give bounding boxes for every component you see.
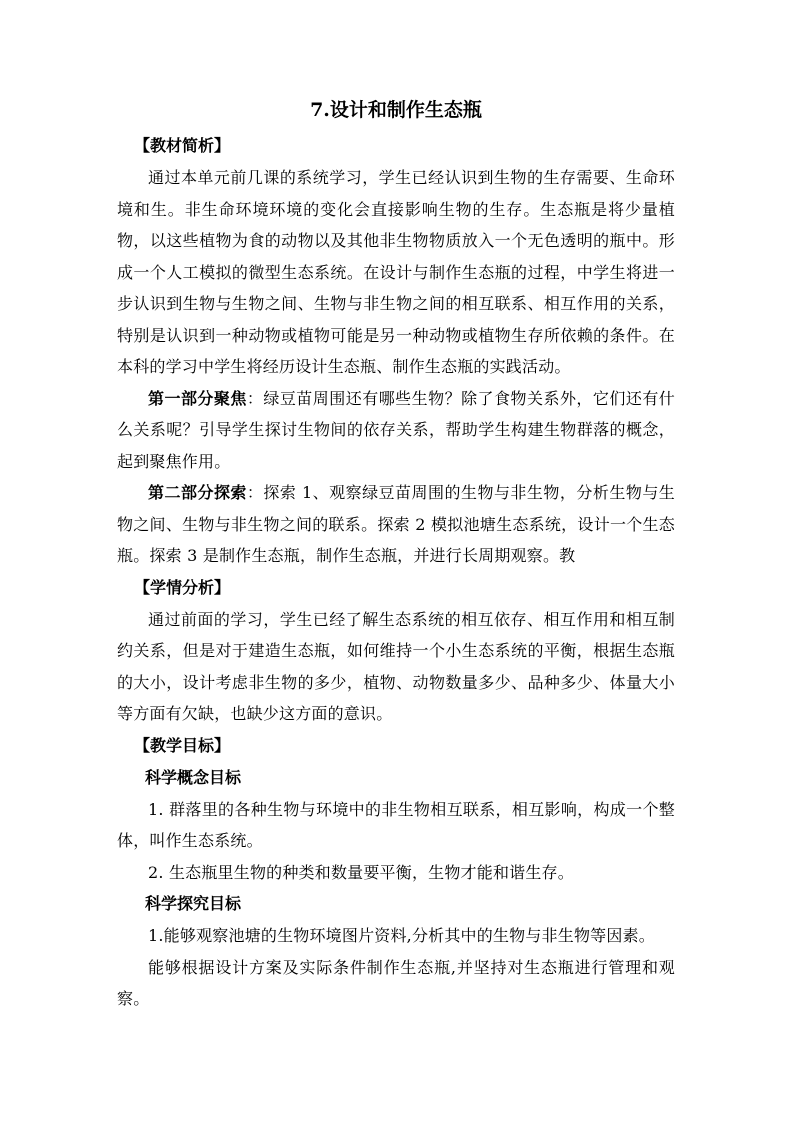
part2-lead: 第二部分探索 [148, 483, 247, 502]
part1-text: ：绿豆苗周围还有哪些生物？除了食物关系外，它们还有什么关系呢？引导学生探讨生物间的依存关系，帮助学生构建生物群落的概念，起到聚焦作用。 [117, 388, 676, 471]
inquiry-goal-item: 1.能够观察池塘的生物环境图片资料,分析其中的生物与非生物等因素。 [148, 926, 655, 945]
section-heading-analysis: 【教材简析】 [134, 136, 231, 155]
part2-paragraph [117, 477, 675, 572]
inquiry-goals-heading: 科学探究目标 [145, 894, 242, 913]
page-title: 7.设计和制作生态瓶 [310, 99, 482, 121]
concept-goals-heading: 科学概念目标 [145, 767, 242, 787]
learner-paragraph: 通过前面的学习，学生已经了解生态系统的相互依存、相互作用和相互制约关系，但是对于建造生态瓶，如何维持一个小生态系统的平衡，根据生态瓶的大小，设计考虑非生物的多少，植物、动物数量多少、品种多少、体量大小等方面有欠缺，也缺少这方面的意识。 [117, 609, 675, 723]
section-heading-goals: 【教学目标】 [134, 735, 231, 755]
section-heading-learner: 【学情分析】 [134, 577, 231, 597]
document-body [117, 96, 675, 1015]
inquiry-goal-item: 能够根据设计方案及实际条件制作生态瓶,并坚持对生态瓶进行管理和观察。 [117, 957, 675, 1008]
part1-paragraph [117, 383, 675, 478]
concept-goal-item: 2. 生态瓶里生物的种类和数量要平衡，生物才能和谐生存。 [148, 862, 574, 882]
part2-text: ：探索 1、观察绿豆苗周围的生物与非生物，分析生物与生物之间、生物与非生物之间的联系。探索 2 模拟池塘生态系统，设计一个生态瓶。探索 3 是制作生态瓶，制作生态瓶，并进行长周期观察。教 [117, 483, 676, 565]
analysis-paragraph: 通过本单元前几课的系统学习，学生已经认识到生物的生存需要、生命环境和生。非生命环境环境的变化会直接影响生物的生存。生态瓶是将少量植物，以这些植物为食的动物以及其他非生物物质放入一个无色透明的瓶中。形成一个人工模拟的微型生态系统。在设计与制作生态瓶的过程，中学生将进一步认识到生物与生物之间、生物与非生物之间的相互联系、相互作用的关系，特别是认识到一种动物或植物可能是另一种动物或植物生存所依赖的条件。在本科的学习中学生将经历设计生态瓶、制作生态瓶的实践活动。 [117, 168, 675, 376]
part1-lead: 第一部分聚焦 [148, 388, 247, 408]
concept-goal-item: 1. 群落里的各种生物与环境中的非生物相互联系，相互影响，构成一个整体，叫作生态系统。 [117, 799, 675, 850]
